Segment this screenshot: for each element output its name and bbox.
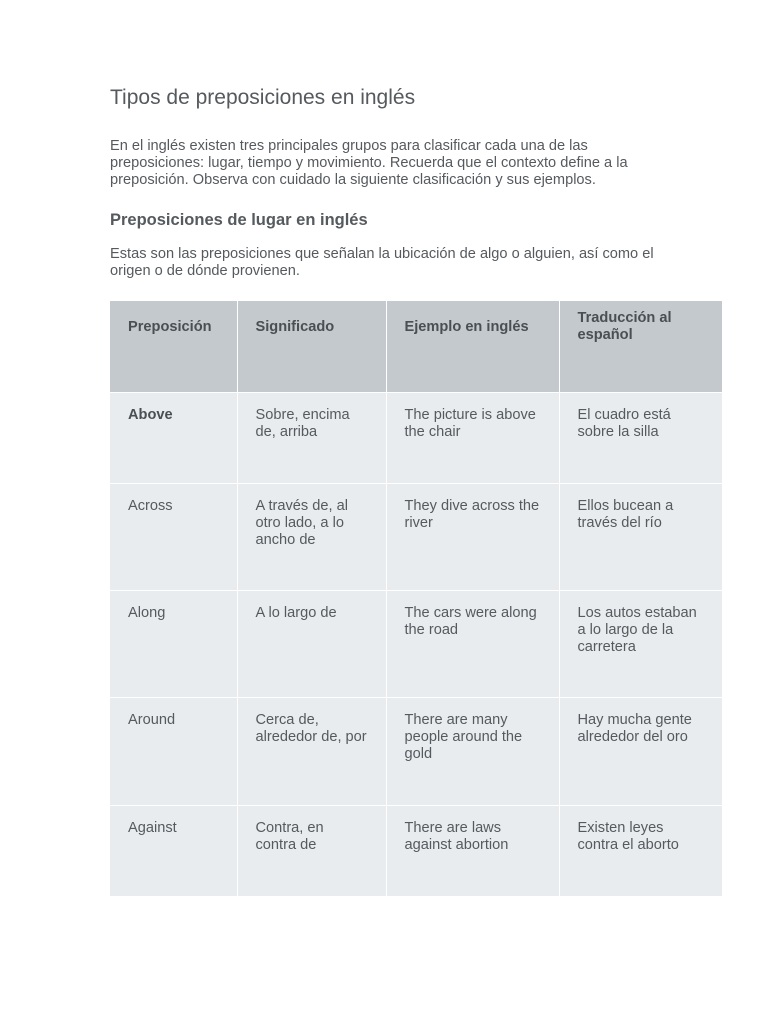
cell-meaning: A lo largo de xyxy=(237,590,386,697)
cell-preposition: Above xyxy=(110,392,237,483)
cell-example: The picture is above the chair xyxy=(386,392,559,483)
cell-example: There are laws against abortion xyxy=(386,805,559,896)
header-significado: Significado xyxy=(237,301,386,392)
section-lead-paragraph: Estas son las preposiciones que señalan la ubicación de algo o alguien, así como el origen o de dónde provienen. xyxy=(110,246,654,279)
section-heading: Preposiciones de lugar en inglés xyxy=(110,211,368,229)
header-preposicion: Preposición xyxy=(110,301,237,392)
table-header-row xyxy=(110,301,722,392)
cell-example: There are many people around the gold xyxy=(386,697,559,805)
cell-translation: Ellos bucean a través del río xyxy=(559,483,722,590)
cell-preposition: Against xyxy=(110,805,237,896)
cell-translation: El cuadro está sobre la silla xyxy=(559,392,722,483)
cell-preposition: Across xyxy=(110,483,237,590)
cell-meaning: Cerca de, alrededor de, por xyxy=(237,697,386,805)
cell-meaning: Contra, en contra de xyxy=(237,805,386,896)
intro-paragraph: En el inglés existen tres principales grupos para clasificar cada una de las preposiciones: lugar, tiempo y movimiento. Recuerda que el contexto define a la preposición. Observa con cuidado la siguiente clasificación y sus ejemplos. xyxy=(110,138,628,188)
header-ejemplo: Ejemplo en inglés xyxy=(386,301,559,392)
header-traduccion: Traducción al español xyxy=(559,301,722,392)
cell-example: They dive across the river xyxy=(386,483,559,590)
cell-preposition: Around xyxy=(110,697,237,805)
cell-translation: Los autos estaban a lo largo de la carretera xyxy=(559,590,722,697)
cell-example: The cars were along the road xyxy=(386,590,559,697)
table-row xyxy=(110,590,722,697)
table-row xyxy=(110,805,722,896)
table-row xyxy=(110,697,722,805)
table-row xyxy=(110,392,722,483)
page-title: Tipos de preposiciones en inglés xyxy=(110,86,416,109)
cell-translation: Existen leyes contra el aborto xyxy=(559,805,722,896)
cell-meaning: Sobre, encima de, arriba xyxy=(237,392,386,483)
table-row xyxy=(110,483,722,590)
cell-translation: Hay mucha gente alrededor del oro xyxy=(559,697,722,805)
cell-preposition: Along xyxy=(110,590,237,697)
cell-meaning: A través de, al otro lado, a lo ancho de xyxy=(237,483,386,590)
prepositions-table xyxy=(110,301,722,897)
